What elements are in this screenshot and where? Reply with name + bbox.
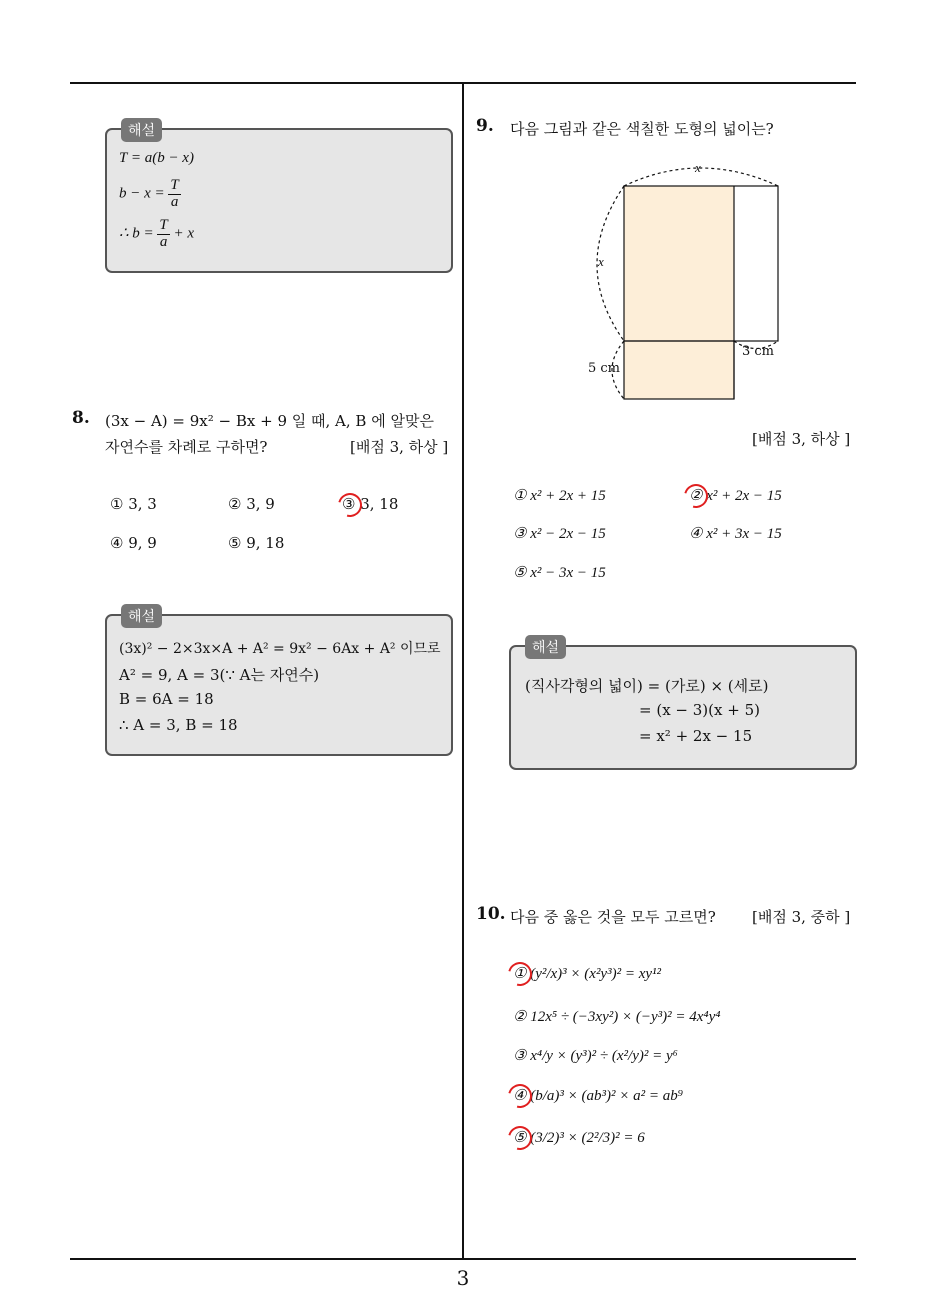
page-number: 3 <box>456 1266 470 1290</box>
solution-line: = (x − 3)(x + 5) <box>639 701 760 719</box>
figure-label-3cm: 3 cm <box>742 344 775 359</box>
solution-box-8 <box>105 609 453 756</box>
answer-mark <box>334 489 367 522</box>
solution-line: ∴ A = 3, B = 18 <box>119 716 238 734</box>
question-8-score: [배점 3, 하상 ] <box>350 438 449 456</box>
choice-8-1[interactable]: ① 3, 3 <box>110 495 157 513</box>
choice-8-3[interactable]: ③ 3, 18 <box>342 495 399 513</box>
answer-mark <box>504 958 537 991</box>
question-8-text: (3x − A) = 9x² − Bx + 9 일 때, A, B 에 알맞은 <box>105 412 434 430</box>
question-9-score: [배점 3, 하상 ] <box>752 430 851 448</box>
solution-box-9 <box>509 640 857 770</box>
choice-8-2[interactable]: ② 3, 9 <box>228 495 275 513</box>
solution-tag: 해설 <box>525 635 566 659</box>
solution-line: (직사각형의 넓이) = (가로) × (세로) <box>525 677 769 695</box>
choice-9-4[interactable]: ④ x² + 3x − 15 <box>689 526 782 542</box>
solution-line: A² = 9, A = 3(∵ A는 자연수) <box>119 666 320 684</box>
solution-line: b − x = $\frac{T}{a}$ <box>119 177 179 210</box>
figure-label-top: x <box>695 160 701 175</box>
question-number-8: 8. <box>72 408 90 428</box>
bottom-extension <box>624 341 734 399</box>
shaded-region <box>624 186 734 399</box>
solution-tag: 해설 <box>121 604 162 628</box>
solution-line: (3x)² − 2×3x×A + A² = 9x² − 6Ax + A² 이므로 <box>119 641 441 657</box>
question-10-text: 다음 중 옳은 것을 모두 고르면? <box>510 908 716 926</box>
figure-label-5cm: 5 cm <box>588 361 621 376</box>
choice-10-1[interactable]: ① (y²/x)³ × (x²y³)² = xy¹² <box>513 966 662 982</box>
solution-line: T = a(b − x) <box>119 150 194 166</box>
choice-8-5[interactable]: ⑤ 9, 18 <box>228 534 285 552</box>
choice-10-2[interactable]: ② 12x⁵ ÷ (−3xy²) × (−y³)² = 4x⁴y⁴ <box>513 1009 721 1025</box>
choice-10-5[interactable]: ⑤ (3/2)³ × (2²/3)² = 6 <box>513 1130 645 1146</box>
answer-mark <box>504 1122 537 1155</box>
solution-tag: 해설 <box>121 118 162 142</box>
choice-8-4[interactable]: ④ 9, 9 <box>110 534 157 552</box>
bottom-rule <box>70 1258 856 1260</box>
answer-mark <box>504 1080 537 1113</box>
top-brace <box>624 168 778 186</box>
solution-line: ∴ b = $\frac{T}{a}$ + x <box>119 217 195 250</box>
choice-9-3[interactable]: ③ x² − 2x − 15 <box>513 526 606 542</box>
question-8-text: 자연수를 차례로 구하면? <box>105 438 268 456</box>
solution-line: B = 6A = 18 <box>119 690 214 708</box>
choice-10-4[interactable]: ④ (b/a)³ × (ab³)² × a² = ab⁹ <box>513 1088 683 1104</box>
choice-10-3[interactable]: ③ x⁴/y × (y³)² ÷ (x²/y)² = y⁶ <box>513 1048 678 1064</box>
figure-label-left: x <box>598 254 604 269</box>
solution-box-7 <box>105 123 453 273</box>
column-divider <box>462 82 464 1260</box>
choice-9-1[interactable]: ① x² + 2x + 15 <box>513 488 606 504</box>
question-number-9: 9. <box>476 116 494 136</box>
outer-square <box>624 186 778 341</box>
choice-9-2[interactable]: ② x² + 2x − 15 <box>689 488 782 504</box>
question-number-10: 10. <box>476 904 506 924</box>
choice-9-5[interactable]: ⑤ x² − 3x − 15 <box>513 565 606 581</box>
question-9-text: 다음 그림과 같은 색칠한 도형의 넓이는? <box>510 120 774 138</box>
solution-line: = x² + 2x − 15 <box>639 727 753 745</box>
answer-mark <box>680 480 713 513</box>
question-10-score: [배점 3, 중하 ] <box>752 908 851 926</box>
